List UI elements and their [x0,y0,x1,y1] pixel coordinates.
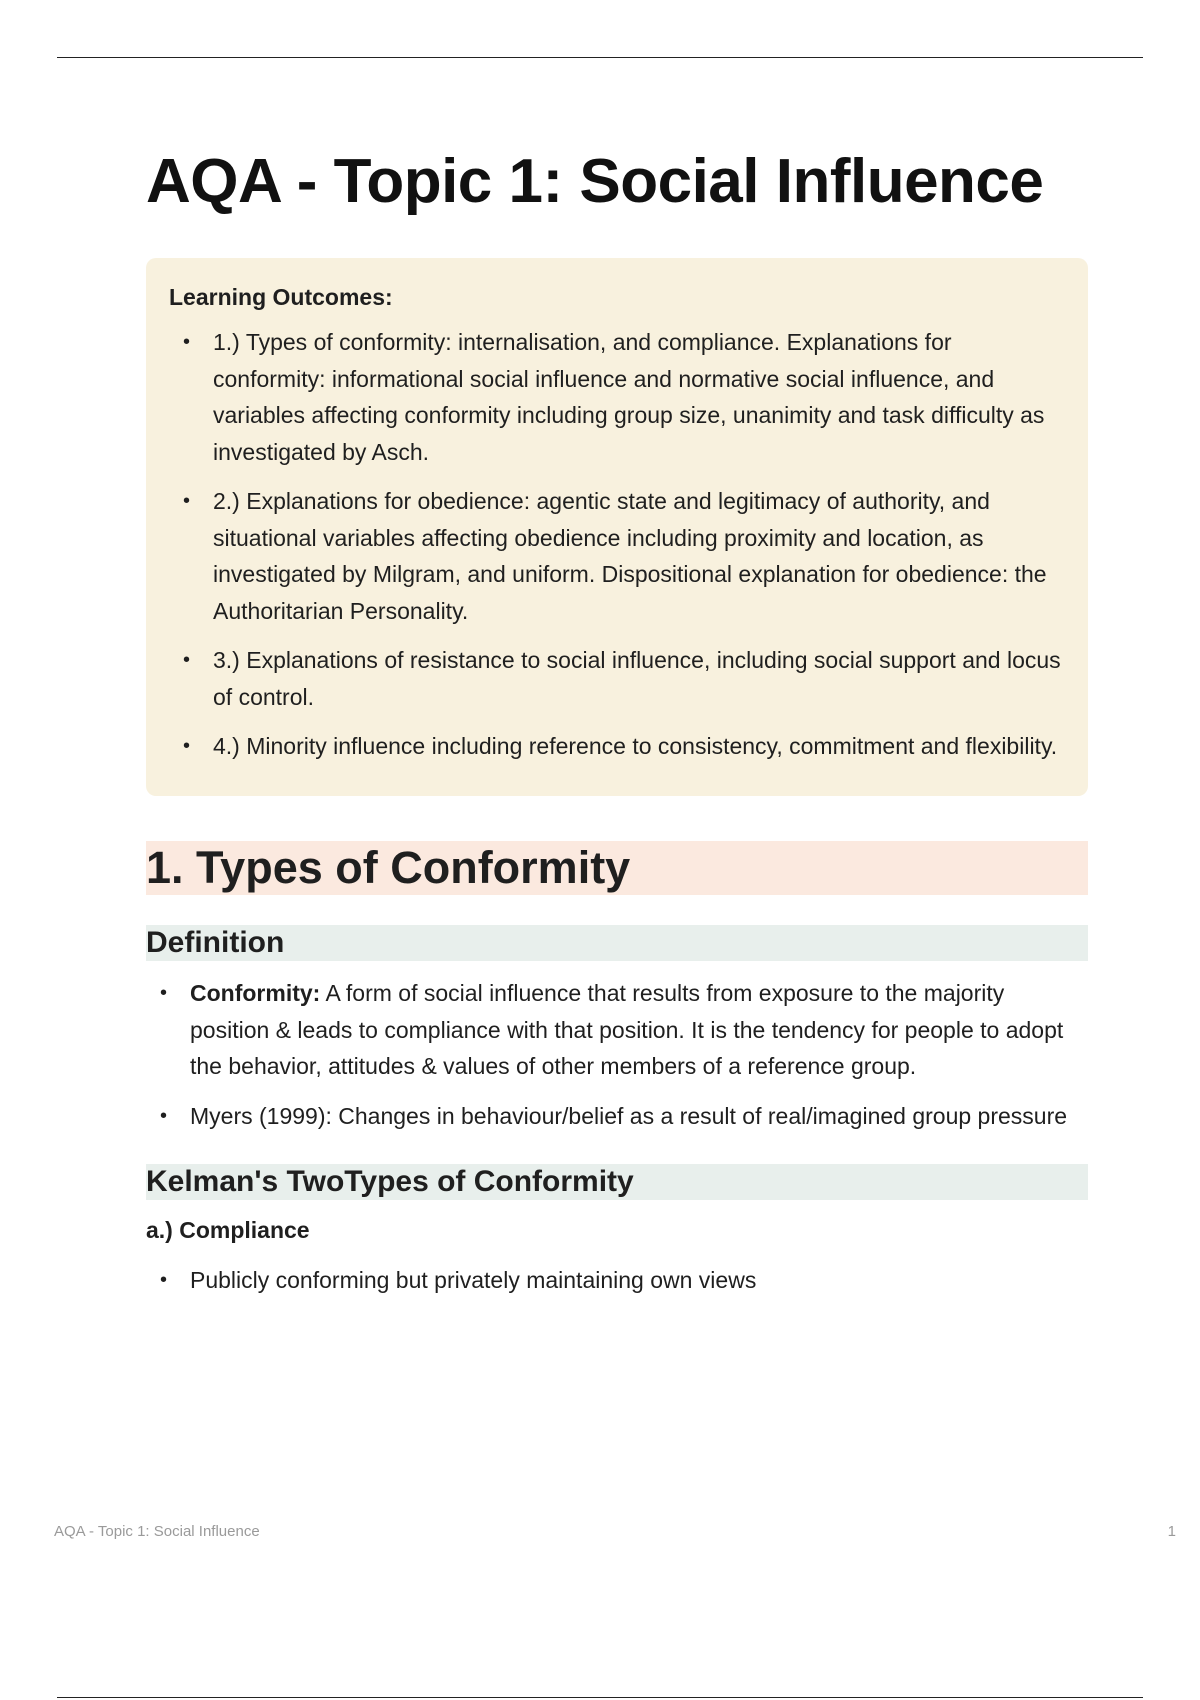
page-content [146,136,1088,1312]
learning-outcome-item: • 1.) Types of conformity: internalisation, and compliance. Explanations for conformity: informational social influence and normative social influence, and variables affecting conformity including group size, unanimity and task difficulty as investigated by Asch. [169,324,1064,470]
footer-page-number: 1 [1167,1523,1176,1540]
compliance-item: • Publicly conforming but privately maintaining own views [146,1262,1088,1299]
kelman-heading: Kelman's TwoTypes of Conformity [146,1164,1088,1200]
compliance-list [146,1262,1088,1299]
learning-outcome-item: • 2.) Explanations for obedience: agentic state and legitimacy of authority, and situational variables affecting obedience including proximity and location, as investigated by Milgram, and uniform. Dispositional explanation for obedience: the Authoritarian Personality. [169,483,1064,629]
page-title: AQA - Topic 1: Social Influence [146,147,1044,216]
definition-item [146,1098,1088,1135]
definition-term: Conformity: [190,980,321,1006]
definition-item [146,975,1088,1085]
definition-heading: Definition [146,925,1088,961]
section-heading-types-of-conformity: 1. Types of Conformity [146,841,1088,895]
top-rule [57,57,1143,58]
learning-outcomes-title: Learning Outcomes: [169,284,393,310]
learning-outcome-item: • 4.) Minority influence including reference to consistency, commitment and flexibility. [169,728,1064,765]
definition-text: A form of social influence that results from exposure to the majority position & leads to compliance with that position. It is the tendency for people to adopt the behavior, attitudes & values of other members of a reference group. [190,980,1064,1079]
learning-outcomes-list [169,324,1064,765]
footer-document-title: AQA - Topic 1: Social Influence [54,1523,260,1540]
definition-text: Myers (1999): Changes in behaviour/belief as a result of real/imagined group pressure [190,1102,1068,1129]
learning-outcome-item: • 3.) Explanations of resistance to social influence, including social support and locus of control. [169,642,1064,715]
compliance-subheading: a.) Compliance [146,1217,310,1243]
learning-outcomes-callout [146,258,1088,796]
bottom-rule [57,1697,1143,1698]
definition-list [146,975,1088,1134]
